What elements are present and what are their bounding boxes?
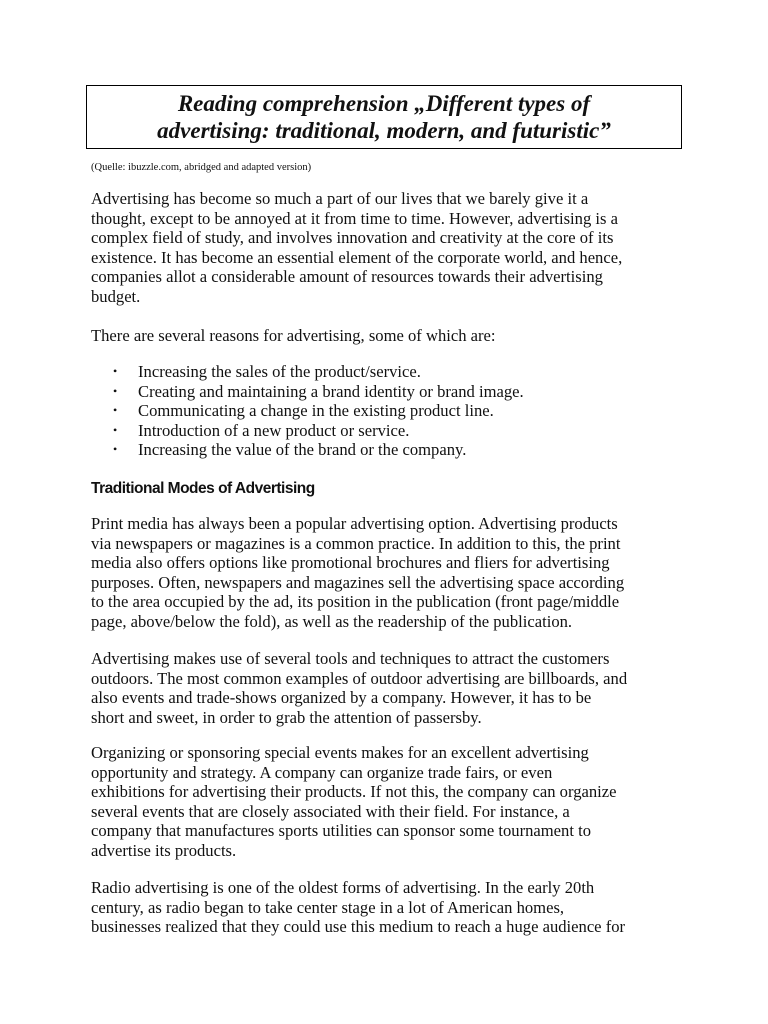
radio-paragraph (91, 878, 691, 937)
paragraph-line: complex field of study, and involves innovation and creativity at the core of its (91, 228, 614, 248)
source-citation: (Quelle: ibuzzle.com, abridged and adapted version) (91, 162, 312, 173)
section-heading: Traditional Modes of Advertising (91, 480, 315, 497)
paragraph-line: opportunity and strategy. A company can organize trade fairs, or even (91, 762, 553, 782)
title-box (86, 85, 682, 149)
title-line: advertising: traditional, modern, and futuristic” (157, 118, 611, 143)
paragraph-line: budget. (91, 286, 141, 306)
paragraph-line: Print media has always been a popular advertising option. Advertising products (91, 514, 618, 533)
paragraph-line: outdoors. The most common examples of outdoor advertising are billboards, and (91, 668, 628, 688)
paragraph-line: businesses realized that they could use this medium to reach a huge audience for (91, 917, 626, 937)
list-item-text: Creating and maintaining a brand identity or brand image. (138, 381, 524, 401)
bullet-icon: • (113, 442, 118, 457)
paragraph-line: to the area occupied by the ad, its position in the publication (front page/middle (91, 592, 620, 612)
list-item (91, 362, 691, 382)
paragraph-line: thought, except to be annoyed at it from time to time. However, advertising is a (91, 208, 618, 228)
paragraph-line: several events that are closely associated with their field. For instance, a (91, 801, 570, 821)
paragraph-line: advertise its products. (91, 840, 237, 860)
intro-paragraph (91, 189, 691, 307)
outdoor-paragraph (91, 649, 691, 727)
list-item-text: Increasing the value of the brand or the company. (138, 440, 467, 460)
list-item (91, 401, 691, 421)
list-item (91, 382, 691, 402)
list-item (91, 421, 691, 441)
paragraph-line: Organizing or sponsoring special events makes for an excellent advertising (91, 743, 589, 762)
list-item (91, 440, 691, 460)
print-paragraph (91, 514, 691, 632)
list-item-text: Communicating a change in the existing product line. (138, 401, 494, 421)
paragraph-line: Advertising has become so much a part of our lives that we barely give it a (91, 189, 589, 208)
paragraph-line: exhibitions for advertising their products. If not this, the company can organize (91, 782, 617, 802)
bullet-icon: • (113, 383, 118, 398)
reasons-intro (91, 326, 691, 346)
bullet-icon: • (113, 364, 118, 378)
paragraph-line: purposes. Often, newspapers and magazines sell the advertising space according (91, 572, 625, 592)
paragraph-line: also events and trade-shows organized by a company. However, it has to be (91, 688, 592, 708)
paragraph-line: century, as radio began to take center stage in a lot of American homes, (91, 897, 565, 917)
reasons-list (91, 362, 691, 460)
paragraph-line: There are several reasons for advertising, some of which are: (91, 326, 496, 345)
paragraph-line: media also offers options like promotional brochures and fliers for advertising (91, 553, 610, 573)
paragraph-line: company that manufactures sports utilities can sponsor some tournament to (91, 821, 592, 841)
bullet-icon: • (113, 403, 118, 418)
paragraph-line: Radio advertising is one of the oldest forms of advertising. In the early 20th (91, 878, 595, 897)
paragraph-line: Advertising makes use of several tools and techniques to attract the customers (91, 649, 610, 668)
list-item-text: Introduction of a new product or service. (138, 420, 410, 440)
title-line: Reading comprehension „Different types of (177, 91, 591, 116)
paragraph-line: existence. It has become an essential element of the corporate world, and hence, (91, 247, 623, 267)
paragraph-line: companies allot a considerable amount of resources towards their advertising (91, 267, 603, 287)
paragraph-line: page, above/below the fold), as well as the readership of the publication. (91, 611, 573, 631)
list-item-text: Increasing the sales of the product/service. (138, 362, 421, 381)
bullet-icon: • (113, 422, 118, 437)
paragraph-line: via newspapers or magazines is a common practice. In addition to this, the print (91, 533, 621, 553)
events-paragraph (91, 743, 691, 861)
paragraph-line: short and sweet, in order to grab the attention of passersby. (91, 707, 482, 727)
